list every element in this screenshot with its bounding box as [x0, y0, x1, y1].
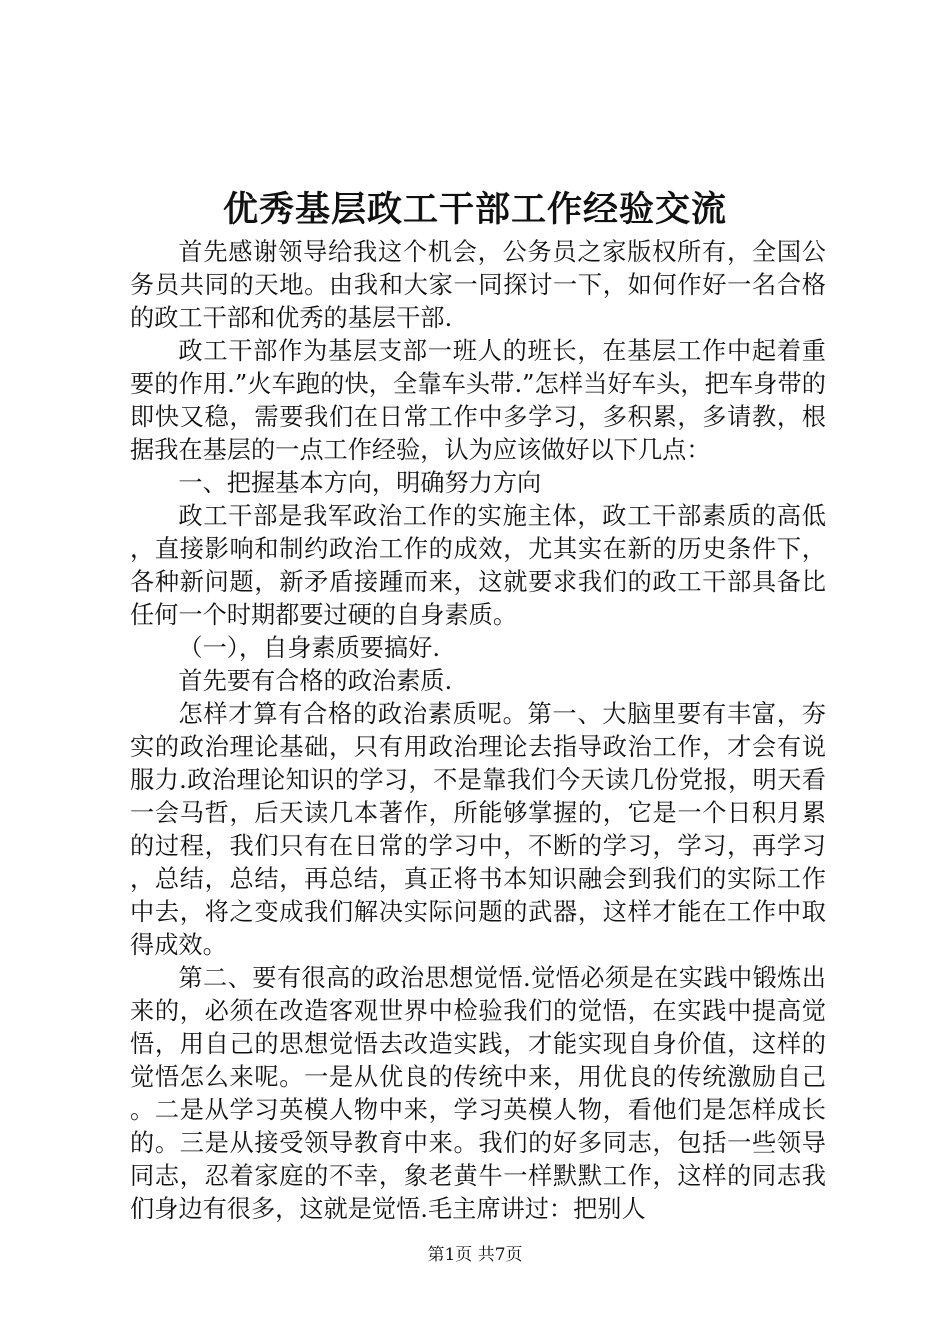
subsection-heading: （一），自身素质要搞好.	[178, 634, 441, 662]
section-heading: 一、把握基本方向，明确努力方向	[178, 469, 542, 497]
paragraph: 首先感谢领导给我这个机会，公务员之家版权所有，全国公务员共同的天地。由我和大家一同探讨一下，如何作好一名合格的政工干部和优秀的基层干部.	[130, 238, 826, 332]
paragraph: 第二、要有很高的政治思想觉悟.觉悟必须是在实践中锻炼出来的，必须在改造客观世界中检验我们的觉悟，在实践中提高觉悟，用自己的思想觉悟去改造实践，才能实现自身价值，这样的觉悟怎么来呢。一是从优良的传统中来，用优良的传统激励自己。二是从学习英模人物中来，学习英模人物，看他们是怎样成长的。三是从接受领导教育中来。我们的好多同志，包括一些领导同志，忍着家庭的不幸，象老黄牛一样默默工作，这样的同志我们身边有很多，这就是觉悟.毛主席讲过：把别人	[130, 964, 826, 1223]
paragraph: 政工干部作为基层支部一班人的班长，在基层工作中起着重要的作用.”火车跑的快，全靠车头带.”怎样当好车头，把车身带的即快又稳，需要我们在日常工作中多学习，多积累，多请教，根据我在基层的一点工作经验，认为应该做好以下几点：	[130, 337, 826, 464]
paragraph: 首先要有合格的政治素质.	[178, 667, 453, 695]
page-footer: 第1页 共7页	[427, 1245, 523, 1265]
paragraph: 政工干部是我军政治工作的实施主体，政工干部素质的高低，直接影响和制约政治工作的成效，尤其实在新的历史条件下，各种新问题，新矛盾接踵而来，这就要求我们的政工干部具备比任何一个时期都要过硬的自身素质。	[130, 502, 826, 629]
document-title: 优秀基层政工干部工作经验交流	[222, 190, 727, 230]
document-body	[130, 236, 826, 1226]
paragraph: 怎样才算有合格的政治素质呢。第一、大脑里要有丰富，夯实的政治理论基础，只有用政治理论去指导政治工作，才会有说服力.政治理论知识的学习，不是靠我们今天读几份党报，明天看一会马哲，后天读几本著作，所能够掌握的，它是一个日积月累的过程，我们只有在日常的学习中，不断的学习，学习，再学习，总结，总结，再总结，真正将书本知识融会到我们的实际工作中去，将之变成我们解决实际问题的武器，这样才能在工作中取得成效。	[130, 700, 826, 959]
